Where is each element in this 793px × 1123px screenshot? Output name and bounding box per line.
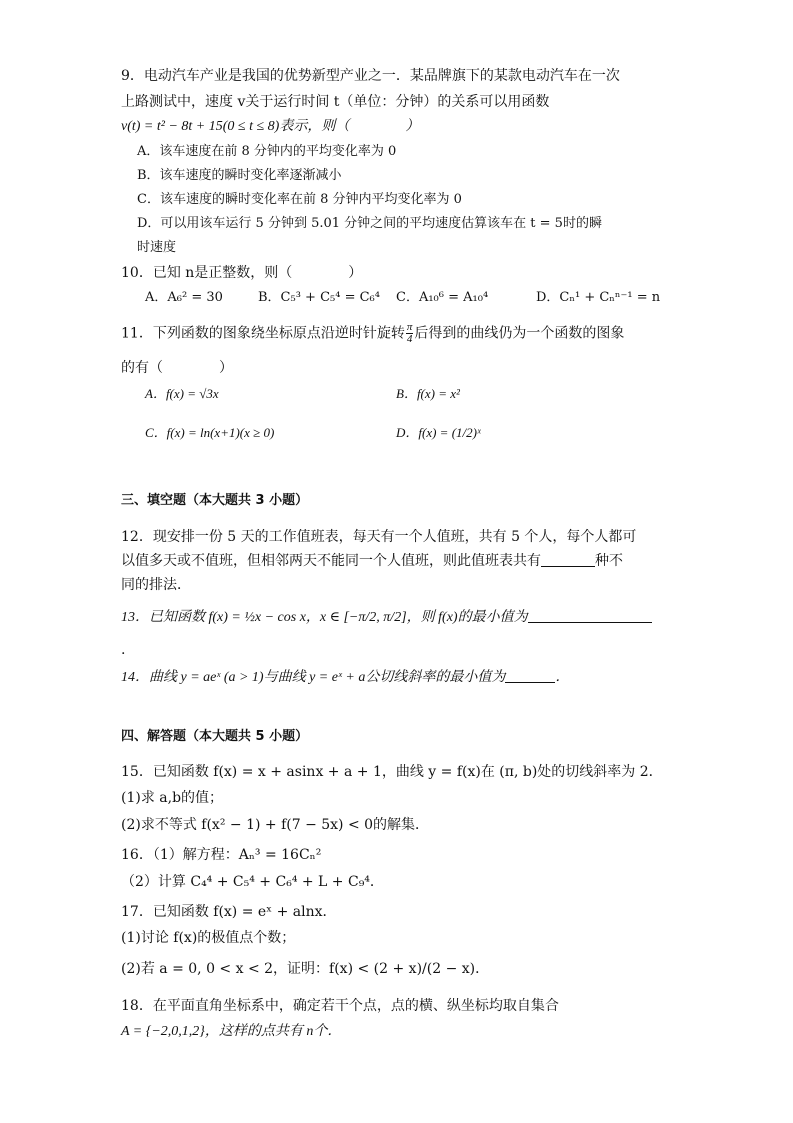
q13-answer-blank[interactable]: [528, 608, 652, 623]
q10-option-c: C．A₁₀⁶ = A₁₀⁴: [396, 290, 489, 305]
q18-line2: A = {−2,0,1,2}，这样的点共有 n个．: [121, 1024, 342, 1039]
q10-stem: 10．已知 n是正整数，则（ ）: [121, 265, 363, 281]
q16-part2: （2）计算 C₄⁴ + C₅⁴ + C₆⁴ + L + C₉⁴．: [121, 874, 384, 890]
q9-stem-line2: 上路测试中，速度 v关于运行时间 t（单位：分钟）的关系可以用函数: [121, 94, 550, 110]
q11-option-d: D．f(x) = (1/2)ˣ: [396, 425, 481, 440]
q14-stem-post: ．: [555, 670, 570, 685]
q10-option-b: B．C₅³ + C₅⁴ = C₆⁴: [258, 290, 380, 305]
q12-line1: 12．现安排一份 5 天的工作值班表，每天有一个人值班，共有 5 个人，每个人都可: [121, 529, 637, 545]
q14-stem-text: 14．曲线 y = aeˣ (a > 1)与曲线 y = eˣ + a公切线斜率的最小值为: [121, 670, 506, 685]
q9-option-b: B．该车速度的瞬时变化率逐渐减小: [137, 168, 342, 183]
q12-answer-blank[interactable]: [541, 552, 595, 567]
q11-stem-pre: 11．下列函数的图象绕坐标原点沿逆时针旋转: [121, 325, 405, 342]
q9-stem-line1: 9．电动汽车产业是我国的优势新型产业之一．某品牌旗下的某款电动汽车在一次: [121, 68, 620, 84]
q15-stem: 15．已知函数 f(x) = x + asinx + a + 1，曲线 y = f(x)在 (π, b)处的切线斜率为 2．: [121, 764, 663, 780]
q15-part2: (2)求不等式 f(x² − 1) + f(7 − 5x) < 0的解集．: [121, 817, 430, 833]
q14-answer-blank[interactable]: [505, 668, 555, 683]
q11-stem-line2: 的有（ ）: [121, 360, 233, 376]
q17-part1: (1)讨论 f(x)的极值点个数；: [121, 930, 296, 946]
q9-option-d-line2: 时速度: [137, 240, 177, 255]
q11-stem-post: 后得到的曲线仍为一个函数的图象: [414, 325, 625, 342]
q16-part1: 16．（1）解方程：Aₙ³ = 16Cₙ²: [121, 847, 322, 863]
q11-option-a: A．f(x) = √3x: [145, 386, 219, 401]
q9-option-a: A．该车速度在前 8 分钟内的平均变化率为 0: [137, 144, 397, 159]
section-4-heading: 四、解答题（本大题共 5 小题）: [121, 729, 309, 744]
q12-line2-post: 种不: [595, 553, 623, 569]
section-3-heading: 三、填空题（本大题共 3 小题）: [121, 493, 309, 508]
q17-part2: (2)若 a = 0, 0 < x < 2，证明：f(x) < (2 + x)/(2 − x)．: [121, 961, 490, 977]
q18-line1: 18．在平面直角坐标系中，确定若干个点，点的横、纵坐标均取自集合: [121, 998, 559, 1014]
q14-stem: [121, 668, 569, 688]
q10-option-d: D．Cₙ¹ + Cₙⁿ⁻¹ = n: [536, 290, 661, 305]
q17-stem: 17．已知函数 f(x) = eˣ + alnx．: [121, 904, 337, 920]
q15-part1: (1)求 a,b的值；: [121, 790, 224, 806]
q9-stem-line3: v(t) = t² − 8t + 15(0 ≤ t ≤ 8)表示，则（ ）: [121, 119, 420, 134]
q10-option-a: A．A₆² = 30: [145, 290, 223, 305]
q11-stem-line1: [121, 322, 624, 345]
q9-option-c: C．该车速度的瞬时变化率在前 8 分钟内平均变化率为 0: [137, 192, 462, 207]
q12-line2-pre: 以值多天或不值班，但相邻两天不能同一个人值班，则此值班表共有: [121, 553, 541, 569]
q11-fraction-denominator: 4: [406, 333, 413, 345]
q12-line3: 同的排法．: [121, 577, 191, 593]
q11-option-b: B．f(x) = x²: [396, 386, 460, 401]
q11-fraction-numerator: π: [406, 321, 413, 333]
q11-rotation-fraction: [406, 322, 414, 345]
q12-line2: [121, 551, 623, 571]
q13-stem: [121, 608, 652, 628]
q13-trailing-dot: .: [121, 642, 126, 658]
q13-stem-text: 13．已知函数 f(x) = ½x − cos x，x ∈ [−π/2, π/2]，则 f(x)的最小值为: [121, 610, 528, 625]
q9-option-d-line1: D．可以用该车运行 5 分钟到 5.01 分钟之间的平均速度估算该车在 t = 5时的瞬: [137, 216, 602, 231]
q11-option-c: C．f(x) = ln(x+1)(x ≥ 0): [145, 425, 275, 440]
